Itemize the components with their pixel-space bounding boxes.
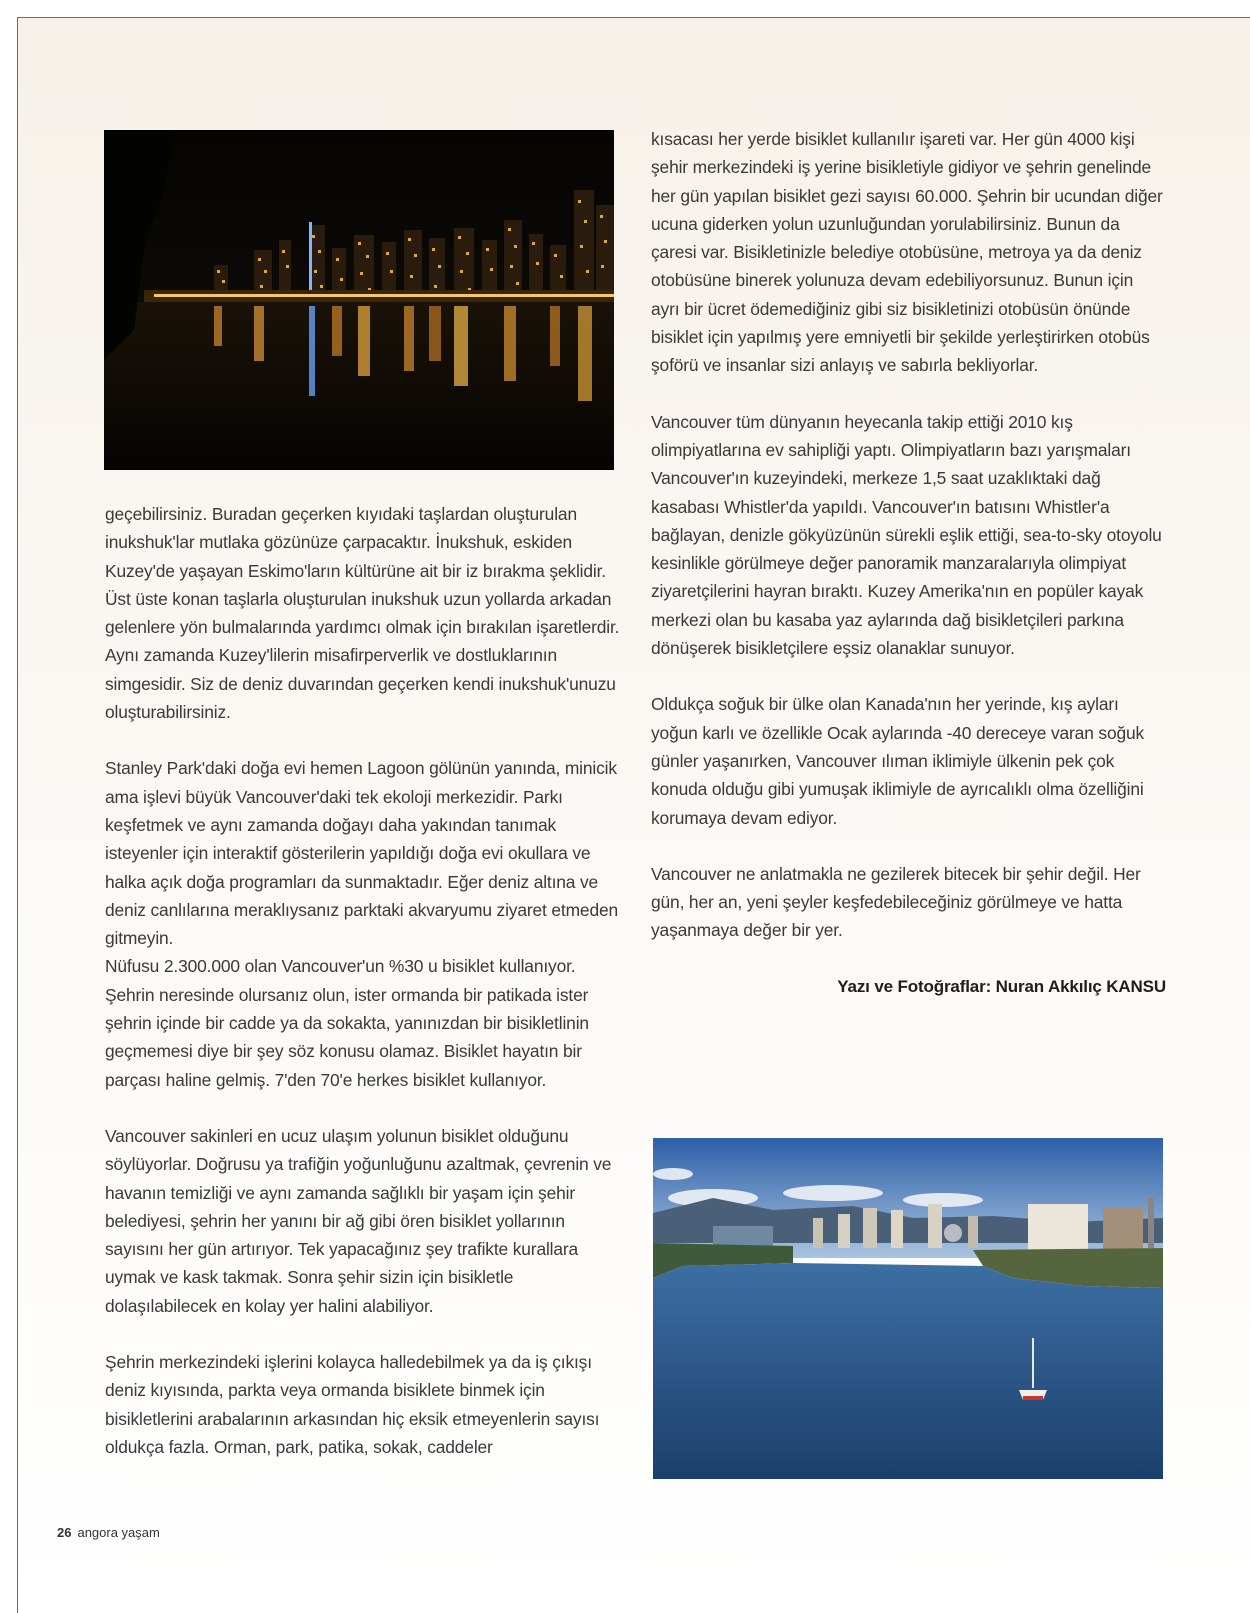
night-skyline-photo: [104, 130, 614, 470]
page-number: 26: [57, 1525, 72, 1540]
left-paragraph-3: Vancouver sakinleri en ucuz ulaşım yolunun bisiklet olduğunu söylüyorlar. Doğrusu ya trafiğin yoğunluğunu azaltmak, çevrenin ve havanın temizliği ve aynı zamanda sağlıklı bir yaşam için şehir belediyesi, şehrin her yanını bir ağ gibi ören bisiklet yollarının sayısını her gün artırıyor. Tek yapacağınız şey trafikte kurallara uymak ve kask takmak. Sonra şehir sizin için bisikletle dolaşılabilecek en kolay yer halini alabiliyor.: [105, 1125, 612, 1316]
right-paragraph-3: Oldukça soğuk bir ülke olan Kanada'nın her yerinde, kış ayları yoğun karlı ve özellikle Ocak aylarında -40 dereceye varan soğuk günler yaşanırken, Vancouver ılıman iklimiyle ülkenin pek çok konuda olduğu gibi yumuşak iklimiyle de ayrıcalıklı olma özelliğini korumaya devam ediyor.: [651, 694, 1145, 828]
magazine-name: angora yaşam: [77, 1525, 160, 1540]
left-paragraph-4: Şehrin merkezindeki işlerini kolayca halledebilmek ya da iş çıkışı deniz kıyısında, parkta veya ormanda bisiklete binmek için bisikletlerini arabalarının arkasından hiç eksik etmeyenlerin sayısı oldukça fazla. Orman, park, patika, sokak, caddeler: [105, 1352, 600, 1457]
right-text-column: [651, 125, 1166, 1001]
left-paragraph-2: Stanley Park'daki doğa evi hemen Lagoon gölünün yanında, minicik ama işlevi büyük Vancouver'daki tek ekoloji merkezidir. Parkı keşfetmek ve aynı zamanda doğayı daha yakından tanımak isteyenler için interaktif gösterilerin yapıldığı doğa evi okullara ve halka açık doğa programları da sunmaktadır. Eğer deniz altına ve deniz canlılarına meraklıysanız parktaki akvaryumu ziyaret etmeden gitmeyin.: [105, 758, 619, 949]
author-byline: Yazı ve Fotoğraflar: Nuran Akkılıç KANSU: [837, 976, 1166, 996]
left-text-column: [105, 500, 621, 1461]
page-footer: [57, 1525, 160, 1540]
harbor-photo: [653, 1138, 1163, 1479]
right-paragraph-2: Vancouver tüm dünyanın heyecanla takip ettiği 2010 kış olimpiyatlarına ev sahipliği yaptı. Olimpiyatların bazı yarışmaları Vancouver'ın kuzeyindeki, merkeze 1,5 saat uzaklıktaki dağ kasabası Whistler'da yapıldı. Vancouver'ın batısını Whistler'a bağlayan, denizle gökyüzünün sürekli eşlik ettiği, sea-to-sky otoyolu kesinlikle görülmeye değer panoramik manzaralarıyla olimpiyat ziyaretçilerini hayran bıraktı. Kuzey Amerika'nın en popüler kayak merkezi olan bu kasaba yaz aylarında dağ bisikletçileri parkına dönüşerek bisikletçilere eşsiz olanaklar sunuyor.: [651, 411, 1162, 659]
left-paragraph-1: geçebilirsiniz. Buradan geçerken kıyıdaki taşlardan oluşturulan inukshuk'lar mutlaka gözünüze çarpacaktır. İnukshuk, eskiden Kuzey'de yaşayan Eskimo'ların kültürüne ait bir iz bırakma şeklidir. Üst üste konan taşlarla oluşturulan inukshuk uzun yollarda arkadan gelenlere yön bulmalarında yardımcı olmak için bırakılan işaretlerdir. Aynı zamanda Kuzey'lilerin misafirperverlik ve dostluklarının simgesidir. Siz de deniz duvarından geçerken kendi inukshuk'unuzu oluşturabilirsiniz.: [105, 504, 620, 723]
left-paragraph-2b: Nüfusu 2.300.000 olan Vancouver'un %30 u bisiklet kullanıyor. Şehrin neresinde olursanız olun, ister ormanda bir patikada ister şehrin içinde bir cadde ya da sokakta, yanınızdan bir bisikletlinin geçmemesi diye bir şey söz konusu olamaz. Bisiklet hayatın bir parçası haline gelmiş. 7'den 70'e herkes bisiklet kullanıyor.: [105, 956, 589, 1090]
right-paragraph-1: kısacası her yerde bisiklet kullanılır işareti var. Her gün 4000 kişi şehir merkezindeki iş yerine bisikletiyle gidiyor ve şehrin genelinde her gün yapılan bisiklet gezi sayısı 60.000. Şehrin bir ucundan diğer ucuna giderken yolun uzunluğundan yorulabilirsiniz. Bunun da çaresi var. Bisikletinizle belediye otobüsüne, metroya ya da deniz otobüsüne binerek yolunuza devam edebiliyorsunuz. Bunun için ayrı bir ücret ödemediğiniz gibi siz bisikletinizi otobüsün önünde bisiklet için yapılmış yere emniyetli bir şekilde yerleştirirken otobüs şoförü ve insanlar sizi anlayış ve sabırla bekliyorlar.: [651, 129, 1163, 376]
right-paragraph-4: Vancouver ne anlatmakla ne gezilerek bitecek bir şehir değil. Her gün, her an, yeni şeyler keşfedebileceğiniz görülmeye ve hatta yaşanmaya değer bir yer.: [651, 863, 1141, 941]
